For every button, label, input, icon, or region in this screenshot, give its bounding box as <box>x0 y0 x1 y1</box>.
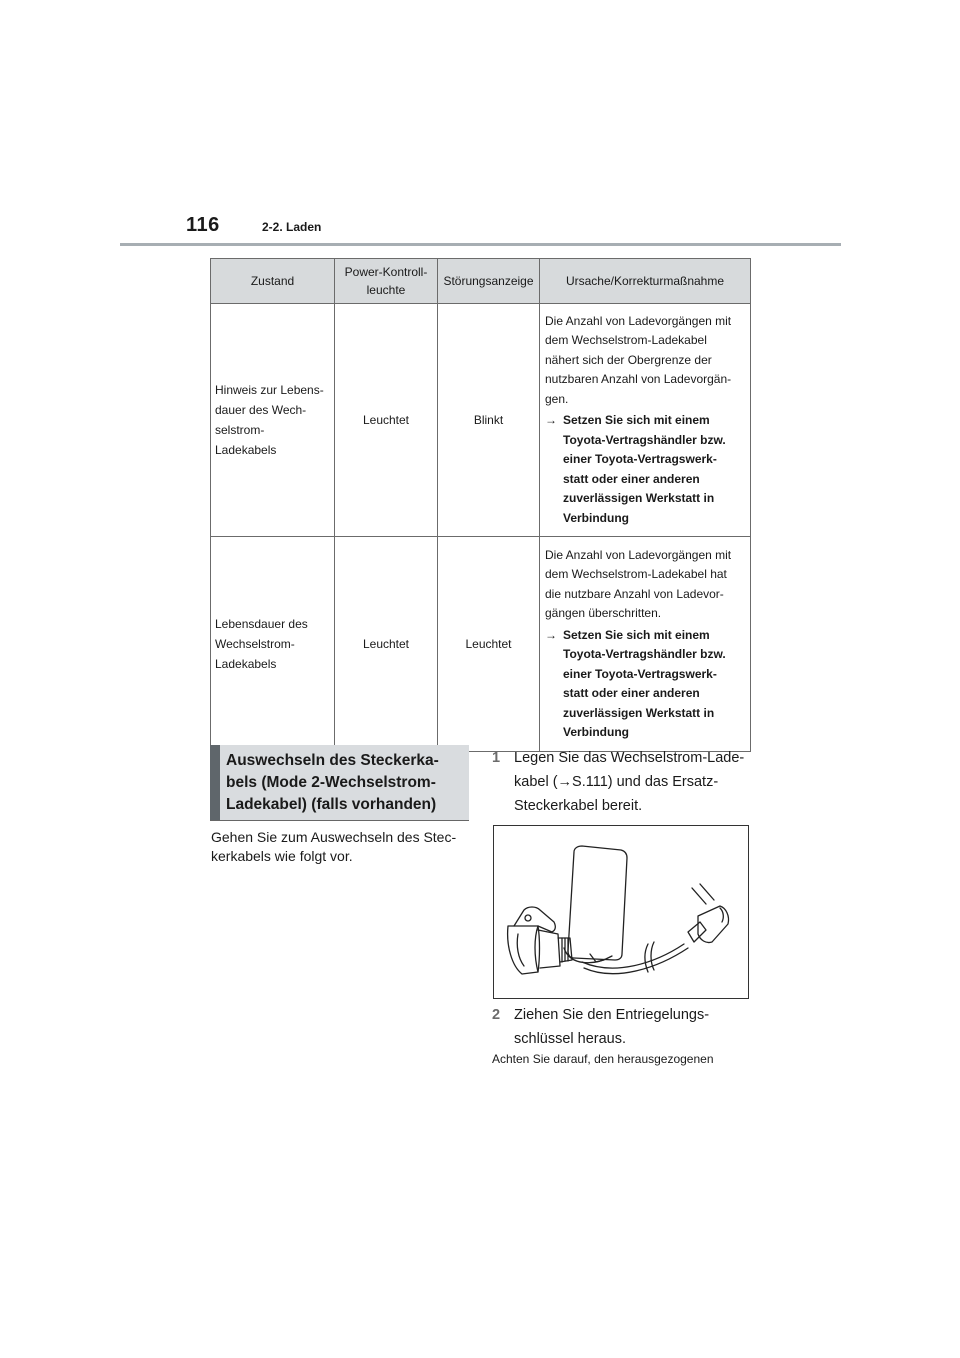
cell-cause <box>540 304 751 537</box>
section-label: 2-2. Laden <box>262 220 322 234</box>
cause-description: Die Anzahl von Ladevorgängen mit dem Wechselstrom-Ladekabel nähert sich der Obergrenze der nutzbaren Anzahl von Ladevorgän- gen. <box>545 313 732 406</box>
column-header-cause: Ursache/Korrekturmaßnahme <box>540 259 751 304</box>
cell-power: Leuchtet <box>335 304 438 537</box>
step-text: Ziehen Sie den Entriegelungs- schlüssel heraus. <box>514 1007 710 1047</box>
cell-stoerung: Blinkt <box>438 304 540 537</box>
table-header-row <box>211 259 751 304</box>
cause-action <box>545 411 745 528</box>
section-heading-box <box>210 745 469 821</box>
column-header-power: Power-Kontroll- leuchte <box>335 259 438 304</box>
cell-cause <box>540 537 751 752</box>
step-number: 2 <box>492 1007 501 1023</box>
step-2 <box>492 1003 762 1051</box>
section-accent-bar <box>210 745 220 820</box>
cell-zustand: Lebensdauer des Wechselstrom- Ladekabels <box>211 537 335 752</box>
action-text: Setzen Sie sich mit einem Toyota-Vertragshändler bzw. einer Toyota-Vertragswerk- statt oder einer anderen zuverlässigen Werkstatt in Verbindung <box>563 413 726 525</box>
page-number: 116 <box>186 214 220 236</box>
column-header-zustand: Zustand <box>211 259 335 304</box>
step-text: Legen Sie das Wechselstrom-Lade- kabel (→S.111) und das Ersatz- Steckerkabel bereit. <box>514 750 745 814</box>
cause-description: Die Anzahl von Ladevorgängen mit dem Wechselstrom-Ladekabel hat die nutzbare Anzahl von Ladevor- gängen überschritten. <box>545 547 732 620</box>
table-row <box>211 304 751 537</box>
status-table <box>210 258 751 752</box>
arrow-right-icon: → <box>545 627 557 642</box>
note-text: Achten Sie darauf, den herausgezogenen <box>492 1052 714 1066</box>
charging-cable-drawing <box>494 826 748 998</box>
cause-action <box>545 626 745 743</box>
column-header-stoerung: Störungsanzeige <box>438 259 540 304</box>
cable-illustration <box>493 825 749 999</box>
step-1 <box>492 746 762 818</box>
table-row <box>211 537 751 752</box>
cell-stoerung: Leuchtet <box>438 537 540 752</box>
step-number: 1 <box>492 750 501 766</box>
section-title: Auswechseln des Steckerka- bels (Mode 2-Wechselstrom- Ladekabel) (falls vorhanden) <box>226 752 439 813</box>
intro-text: Gehen Sie zum Auswechseln des Stec- kerkabels wie folgt vor. <box>211 829 457 864</box>
arrow-right-icon: → <box>545 413 557 428</box>
cell-power: Leuchtet <box>335 537 438 752</box>
cell-zustand: Hinweis zur Lebens- dauer des Wech- selstrom- Ladekabels <box>211 304 335 537</box>
header-rule <box>120 243 841 246</box>
action-text: Setzen Sie sich mit einem Toyota-Vertragshändler bzw. einer Toyota-Vertragswerk- statt oder einer anderen zuverlässigen Werkstatt in Verbindung <box>563 627 726 739</box>
